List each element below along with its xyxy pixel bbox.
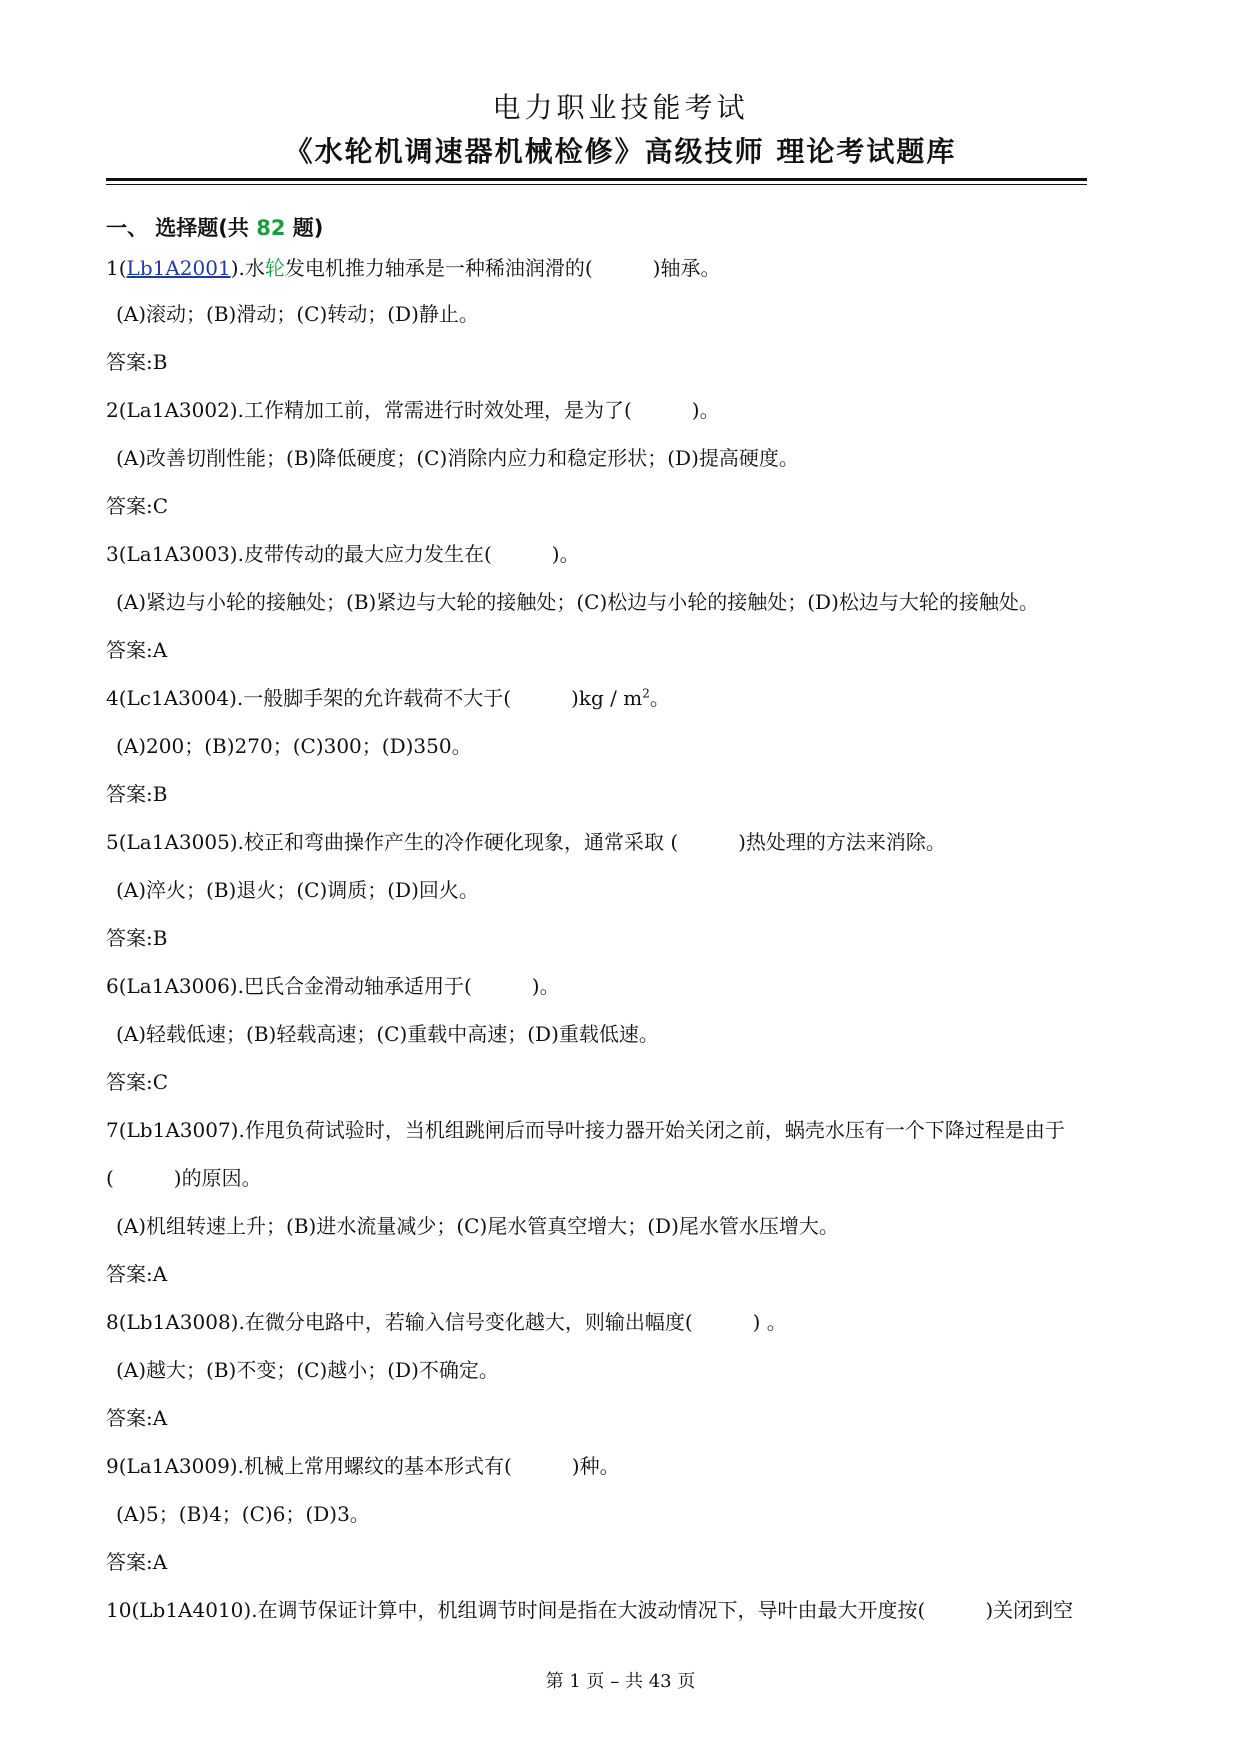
question-8-options: (A)越大；(B)不变；(C)越小；(D)不确定。 bbox=[116, 1358, 499, 1382]
question-4-options: (A)200；(B)270；(C)300；(D)350。 bbox=[116, 734, 472, 758]
question-9: 9(La1A3009).机械上常用螺纹的基本形式有( )种。 bbox=[106, 1454, 620, 1478]
question-7-answer: 答案:A bbox=[106, 1262, 168, 1286]
question-8: 8(Lb1A3008).在微分电路中，若输入信号变化越大，则输出幅度( ) 。 bbox=[106, 1310, 787, 1334]
section-prefix: 一、 选择题(共 bbox=[106, 216, 257, 240]
question-8-answer: 答案:A bbox=[106, 1406, 168, 1430]
question-1-text-a: ).水 bbox=[230, 256, 265, 280]
question-4-text: 4(Lc1A3004).一般脚手架的允许载荷不大于( )kg / m bbox=[106, 686, 643, 710]
header-rule-thin bbox=[106, 184, 1087, 185]
question-count: 82 bbox=[256, 216, 286, 240]
question-4-answer: 答案:B bbox=[106, 782, 168, 806]
section-heading bbox=[106, 212, 323, 242]
question-5-answer: 答案:B bbox=[106, 926, 168, 950]
question-1-options: (A)滚动；(B)滑动；(C)转动；(D)静止。 bbox=[116, 302, 479, 326]
question-1-answer: 答案:B bbox=[106, 350, 168, 374]
question-10: 10(Lb1A4010).在调节保证计算中，机组调节时间是指在大波动情况下，导叶由最大开度按( )关闭到空 bbox=[106, 1598, 1074, 1622]
question-2-options: (A)改善切削性能；(B)降低硬度；(C)消除内应力和稳定形状；(D)提高硬度。 bbox=[116, 446, 799, 470]
question-1-highlight: 轮 bbox=[264, 256, 285, 280]
question-bank-title: 《水轮机调速器机械检修》高级技师 理论考试题库 bbox=[284, 135, 957, 168]
question-7-options: (A)机组转速上升；(B)进水流量减少；(C)尾水管真空增大；(D)尾水管水压增大。 bbox=[116, 1214, 839, 1238]
question-7: 7(Lb1A3007).作甩负荷试验时，当机组跳闸后而导叶接力器开始关闭之前，蜗壳水压有一个下降过程是由于 bbox=[106, 1118, 1065, 1142]
question-6: 6(La1A3006).巴氏合金滑动轴承适用于( )。 bbox=[106, 974, 560, 998]
header-rule-thick bbox=[106, 178, 1087, 181]
question-6-answer: 答案:C bbox=[106, 1070, 169, 1094]
question-6-options: (A)轻载低速；(B)轻载高速；(C)重载中高速；(D)重载低速。 bbox=[116, 1022, 659, 1046]
section-suffix: 题) bbox=[285, 216, 324, 240]
question-7-continued: ( )的原因。 bbox=[106, 1166, 262, 1190]
question-4 bbox=[106, 682, 670, 711]
question-4-end: 。 bbox=[649, 686, 670, 710]
question-1-number: 1( bbox=[106, 256, 127, 280]
exam-category-title: 电力职业技能考试 bbox=[492, 91, 749, 124]
page-footer: 第 1 页 – 共 43 页 bbox=[545, 1671, 696, 1692]
question-4-superscript: 2 bbox=[642, 686, 650, 701]
question-1-text-b: 发电机推力轴承是一种稀油润滑的( )轴承。 bbox=[284, 256, 721, 280]
question-1-code-link[interactable]: Lb1A2001 bbox=[126, 256, 231, 280]
question-9-options: (A)5；(B)4；(C)6；(D)3。 bbox=[116, 1502, 370, 1526]
question-2: 2(La1A3002).工作精加工前，常需进行时效处理，是为了( )。 bbox=[106, 398, 720, 422]
question-3-answer: 答案:A bbox=[106, 638, 168, 662]
question-3: 3(La1A3003).皮带传动的最大应力发生在( )。 bbox=[106, 542, 580, 566]
question-2-answer: 答案:C bbox=[106, 494, 169, 518]
question-5: 5(La1A3005).校正和弯曲操作产生的冷作硬化现象，通常采取 ( )热处理的方法来消除。 bbox=[106, 830, 946, 854]
question-3-options: (A)紧边与小轮的接触处；(B)紧边与大轮的接触处；(C)松边与小轮的接触处；(D)松边与大轮的接触处。 bbox=[116, 590, 1039, 614]
question-9-answer: 答案:A bbox=[106, 1550, 168, 1574]
question-5-options: (A)淬火；(B)退火；(C)调质；(D)回火。 bbox=[116, 878, 479, 902]
question-1 bbox=[106, 252, 720, 281]
